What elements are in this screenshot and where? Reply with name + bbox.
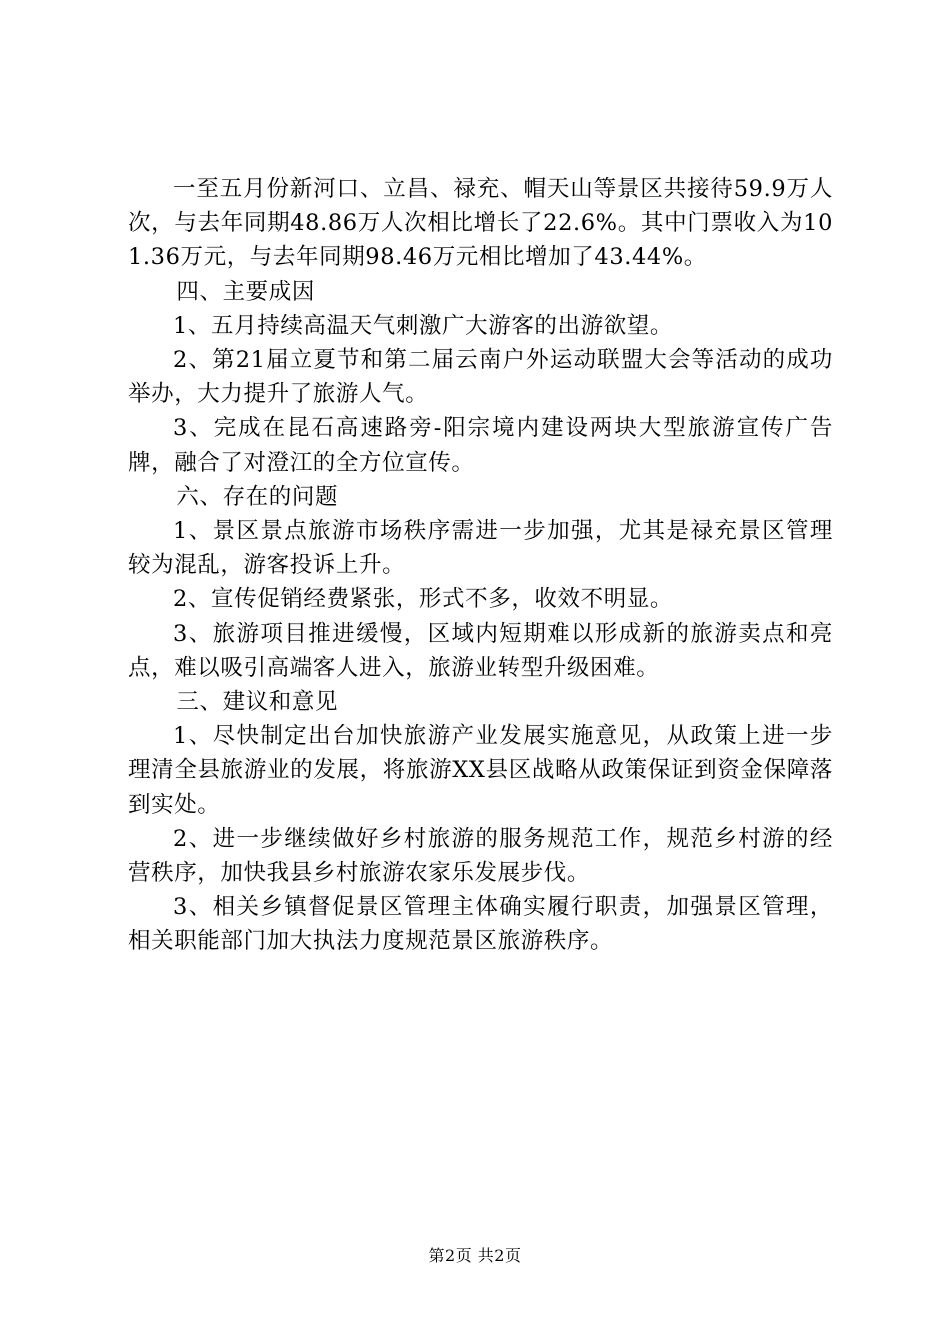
paragraph-cause-2: 2、第21届立夏节和第二届云南户外运动联盟大会等活动的成功举办，大力提升了旅游人气。	[128, 347, 833, 408]
section-heading-main-causes: 四、主要成因	[176, 278, 315, 305]
paragraph-suggestion-3: 3、相关乡镇督促景区管理主体确实履行职责，加强景区管理，相关职能部门加大执法力度规范景区旅游秩序。	[128, 894, 833, 955]
document-body	[128, 172, 833, 959]
paragraph-cause-3: 3、完成在昆石高速路旁-阳宗境内建设两块大型旅游宣传广告牌，融合了对澄江的全方位宣传。	[128, 415, 833, 476]
paragraph-problem-3: 3、旅游项目推进缓慢，区域内短期难以形成新的旅游卖点和亮点，难以吸引高端客人进入，旅游业转型升级困难。	[128, 620, 833, 681]
paragraph-problem-1: 1、景区景点旅游市场秩序需进一步加强，尤其是禄充景区管理较为混乱，游客投诉上升。	[128, 518, 833, 579]
section-heading-existing-problems: 六、存在的问题	[176, 483, 339, 510]
paragraph-problem-2: 2、宣传促销经费紧张，形式不多，收效不明显。	[173, 586, 674, 613]
paragraph-cause-1: 1、五月持续高温天气刺激广大游客的出游欲望。	[173, 312, 674, 339]
paragraph-suggestion-2: 2、进一步继续做好乡村旅游的服务规范工作，规范乡村游的经营秩序，加快我县乡村旅游农家乐发展步伐。	[128, 825, 833, 887]
section-heading-suggestions: 三、建议和意见	[176, 689, 339, 716]
paragraph-visitor-statistics: 一至五月份新河口、立昌、禄充、帽天山等景区共接待59.9万人次，与去年同期48.86万人次相比增长了22.6%。其中门票收入为101.36万元，与去年同期98.46万元相比增加了43.44%。	[128, 176, 833, 271]
paragraph-suggestion-1: 1、尽快制定出台加快旅游产业发展实施意见，从政策上进一步理清全县旅游业的发展，将旅游XX县区战略从政策保证到资金保障落到实处。	[128, 723, 833, 818]
page-number-footer: 第2页 共2页	[428, 1246, 522, 1265]
